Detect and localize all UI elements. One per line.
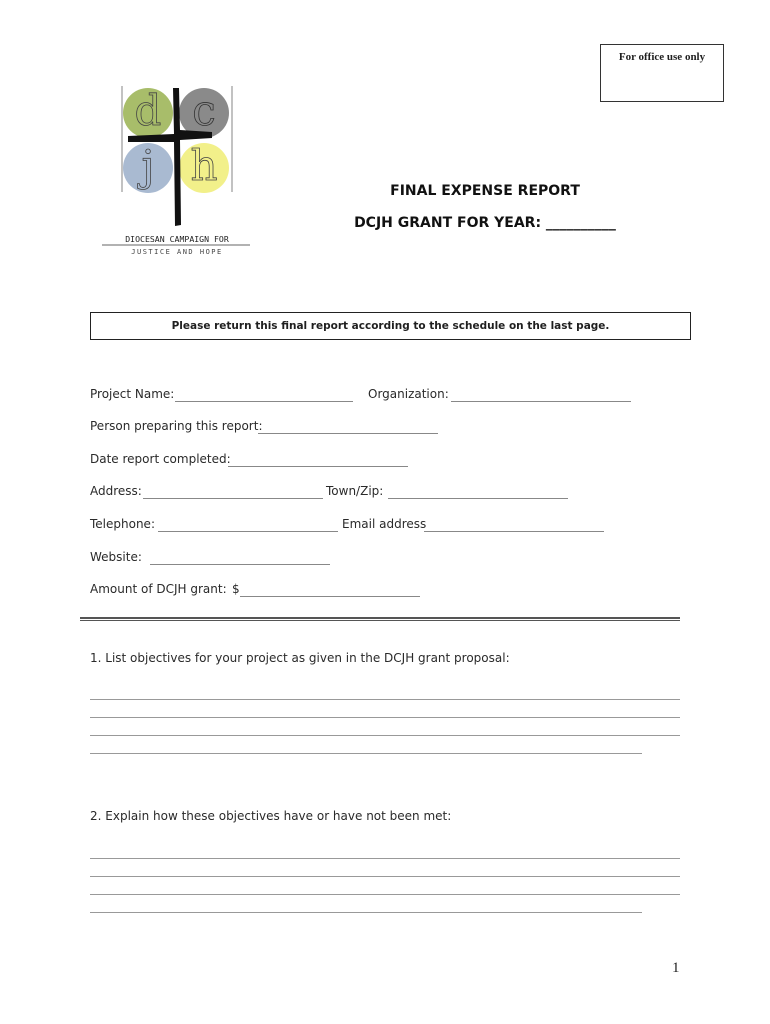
logo-letter-h: h <box>190 141 218 190</box>
date-completed-field[interactable] <box>228 466 408 467</box>
question-2: 2. Explain how these objectives have or have not been met: <box>90 809 452 823</box>
return-notice: Please return this final report according to the schedule on the last page. <box>90 312 691 340</box>
logo-line1: DIOCESAN CAMPAIGN FOR <box>125 234 229 244</box>
page-number: 1 <box>672 960 680 976</box>
dcjh-logo <box>100 80 255 258</box>
person-preparing-label: Person preparing this report: <box>90 419 263 433</box>
town-zip-field[interactable] <box>388 498 568 499</box>
website-label: Website: <box>90 550 142 564</box>
answer-2-line-3[interactable] <box>90 894 680 895</box>
answer-2-line-1[interactable] <box>90 858 680 859</box>
report-title: FINAL EXPENSE REPORT <box>390 183 580 199</box>
person-preparing-field[interactable] <box>258 433 438 434</box>
answer-1-line-2[interactable] <box>90 717 680 718</box>
grant-amount-field[interactable] <box>240 596 420 597</box>
organization-field[interactable] <box>451 401 631 402</box>
logo-letter-d: d <box>134 86 162 135</box>
logo-line2: JUSTICE AND HOPE <box>131 248 223 256</box>
report-subtitle: DCJH GRANT FOR YEAR: __________ <box>354 215 616 231</box>
address-label: Address: <box>90 484 142 498</box>
email-field[interactable] <box>424 531 604 532</box>
date-completed-label: Date report completed: <box>90 452 231 466</box>
project-name-label: Project Name: <box>90 387 175 401</box>
town-zip-label: Town/Zip: <box>326 484 384 498</box>
office-use-label: For office use only <box>618 51 706 63</box>
website-field[interactable] <box>150 564 330 565</box>
answer-1-line-3[interactable] <box>90 735 680 736</box>
answer-2-line-4[interactable] <box>90 912 642 913</box>
project-name-field[interactable] <box>175 401 353 402</box>
organization-label: Organization: <box>368 387 449 401</box>
telephone-field[interactable] <box>158 531 338 532</box>
address-field[interactable] <box>143 498 323 499</box>
answer-2-line-2[interactable] <box>90 876 680 877</box>
section-divider <box>80 617 680 621</box>
currency-symbol: $ <box>232 582 240 596</box>
logo-letter-c: c <box>192 86 216 135</box>
email-label: Email address <box>342 517 427 531</box>
grant-amount-label: Amount of DCJH grant: <box>90 582 227 596</box>
logo-letter-j: j <box>141 141 155 190</box>
answer-1-line-1[interactable] <box>90 699 680 700</box>
question-1: 1. List objectives for your project as given in the DCJH grant proposal: <box>90 651 510 665</box>
office-use-box <box>600 44 724 102</box>
telephone-label: Telephone: <box>90 517 155 531</box>
dcjh-logo-graphic <box>100 80 255 258</box>
answer-1-line-4[interactable] <box>90 753 642 754</box>
